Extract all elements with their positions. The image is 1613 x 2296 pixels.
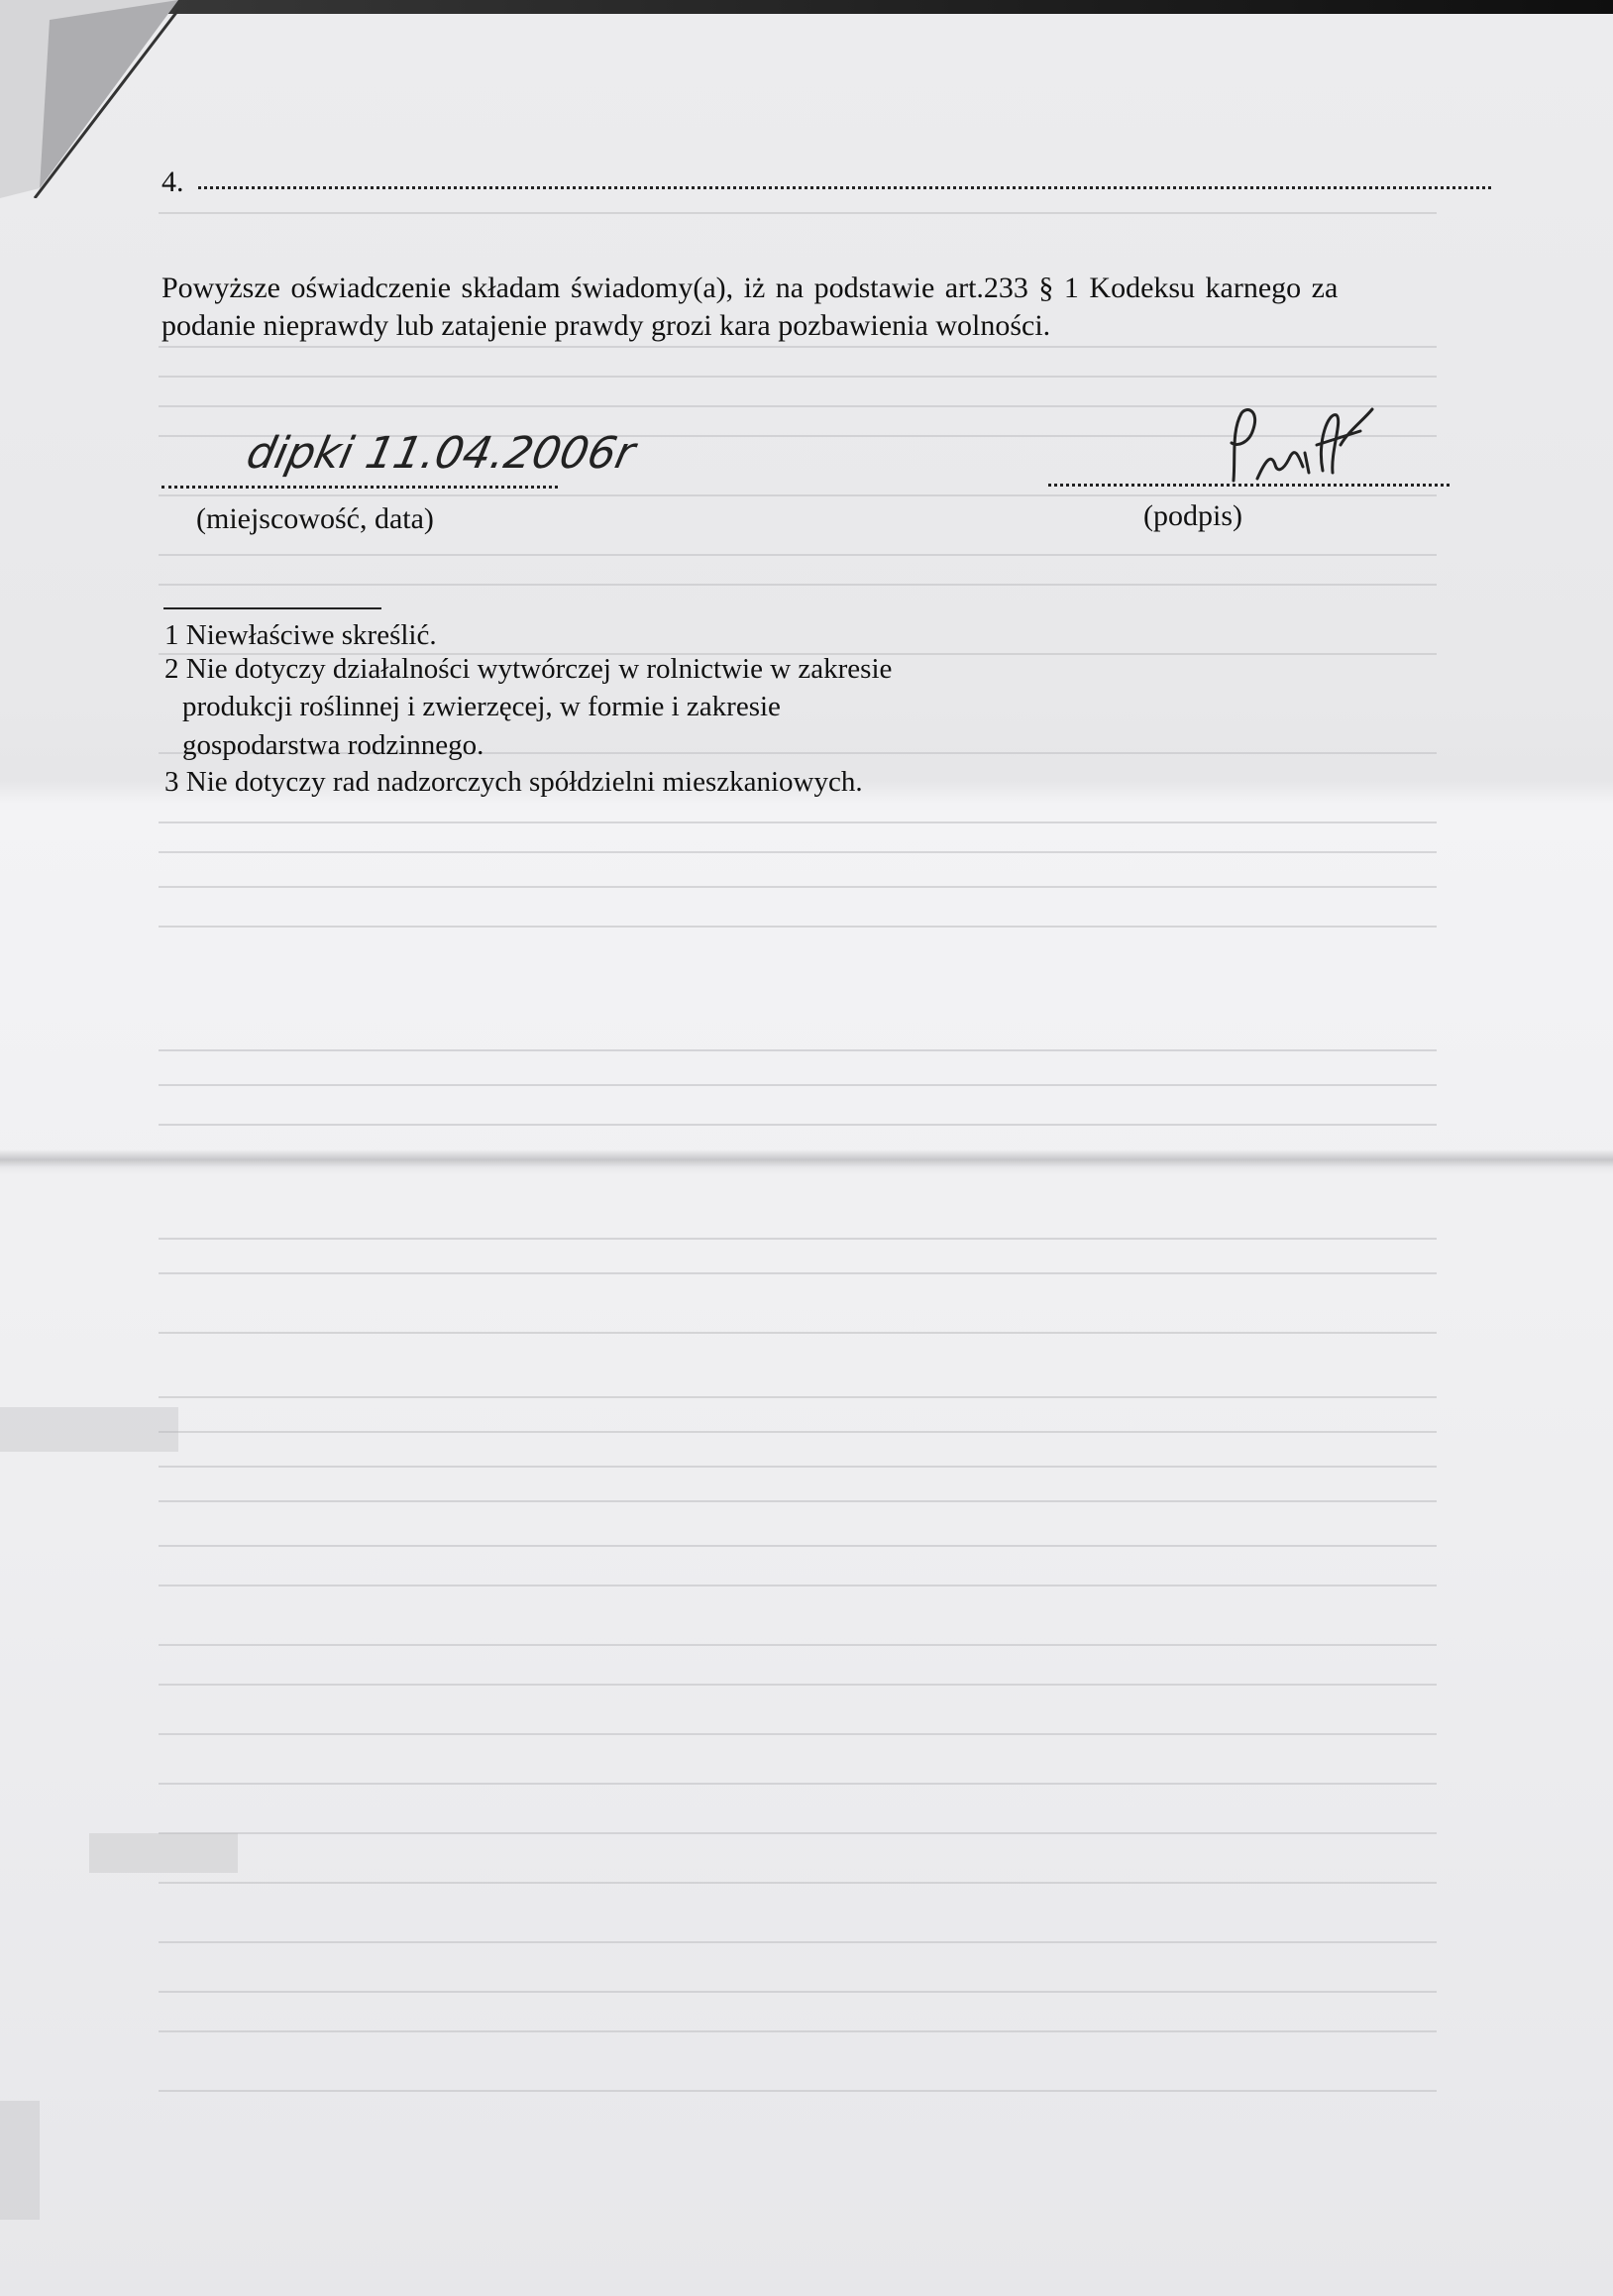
- paper-fold-crease: [0, 1149, 1613, 1175]
- footnote-2: 2 Nie dotyczy działalności wytwórczej w rolnictwie w zakresie: [164, 653, 893, 685]
- place-date-dotted-line: [161, 486, 558, 489]
- footnote-2-cont-1: produkcji roślinnej i zwierzęcej, w formie i zakresie: [182, 691, 781, 722]
- statement-line-1: Powyższe oświadczenie składam świadomy(a), iż na podstawie art.233 § 1 Kodeksu karnego za: [161, 272, 1339, 304]
- place-date-handwriting: dipki 11.04.2006r: [242, 428, 640, 479]
- signature-label: (podpis): [1143, 499, 1242, 532]
- handwritten-signature: [1214, 401, 1382, 491]
- scan-top-edge: [0, 0, 1613, 14]
- statement-line-2: podanie nieprawdy lub zatajenie prawdy grozi kara pozbawienia wolności.: [161, 309, 1051, 342]
- footnote-separator: [163, 607, 381, 609]
- item-dotted-line: [198, 186, 1491, 189]
- footnote-2-cont-2: gospodarstwa rodzinnego.: [182, 729, 484, 761]
- footnote-3: 3 Nie dotyczy rad nadzorczych spółdzielni mieszkaniowych.: [164, 766, 863, 798]
- footnote-1: 1 Niewłaściwe skreślić.: [164, 619, 437, 651]
- item-number: 4.: [161, 165, 184, 198]
- place-date-label: (miejscowość, data): [196, 502, 434, 535]
